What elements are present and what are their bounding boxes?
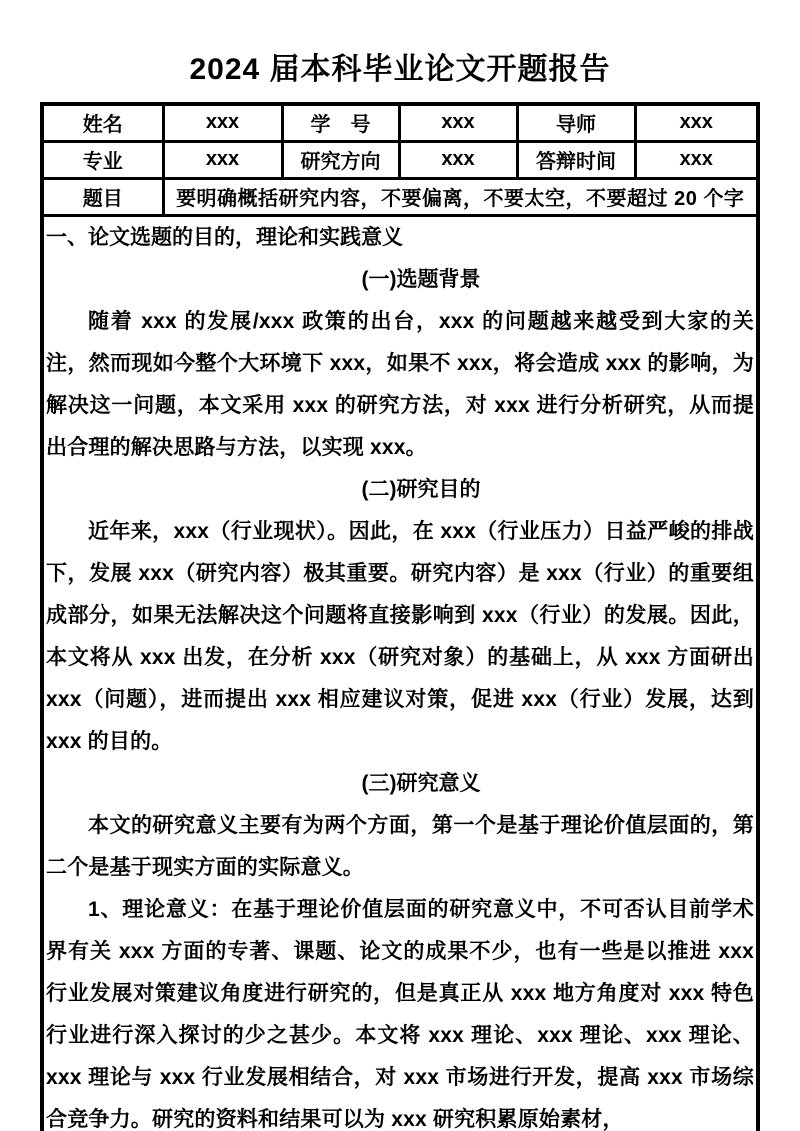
- info-row-2: [42, 141, 758, 178]
- major-value: xxx: [163, 141, 282, 178]
- defense-time-value: xxx: [635, 141, 758, 178]
- name-label: 姓名: [42, 104, 163, 141]
- significance-paragraph-1: 本文的研究意义主要有为两个方面，第一个是基于理论价值层面的，第二个是基于现实方面的实际意义。: [46, 813, 754, 879]
- advisor-label: 导师: [517, 104, 635, 141]
- subsection-2-heading: (二)研究目的: [361, 477, 481, 501]
- advisor-value: xxx: [635, 104, 758, 141]
- info-table: [40, 102, 760, 1131]
- name-value: xxx: [163, 104, 282, 141]
- topic-label: 题目: [42, 178, 163, 215]
- body-content-cell: [42, 215, 758, 1131]
- subsection-3-heading: (三)研究意义: [361, 771, 481, 795]
- student-id-value: xxx: [399, 104, 517, 141]
- topic-row: [42, 178, 758, 215]
- purpose-paragraph: 近年来，xxx（行业现状）。因此，在 xxx（行业压力）日益严峻的排战下，发展 xxx（研究内容）极其重要。研究内容）是 xxx（行业）的重要组成部分，如果无法解决这个问题将直接影响到 xxx（行业）的发展。因此，本文将从 xxx 出发，在分析 xxx（研究对象）的基础上，从 xxx 方面研出 xxx（问题），进而提出 xxx 相应建议对策，促进 xxx（行业）发展，达到 xxx 的目的。: [46, 519, 754, 753]
- significance-paragraph-2: 1、理论意义：在基于理论价值层面的研究意义中，不可否认目前学术界有关 xxx 方面的专著、课题、论文的成果不少，也有一些是以推进 xxx 行业发展对策建议角度进行研究的，但是真正从 xxx 地方角度对 xxx 特色行业进行深入探讨的少之甚少。本文将 xxx 理论、xxx 理论、xxx 理论、xxx 理论与 xxx 行业发展相结合，对 xxx 市场进行开发，提高 xxx 市场综合竞争力。研究的资料和结果可以为 xxx 研究积累原始素材，: [46, 897, 754, 1131]
- student-id-label: 学 号: [282, 104, 399, 141]
- info-row-1: [42, 104, 758, 141]
- research-dir-label: 研究方向: [282, 141, 399, 178]
- page-title: 2024 届本科毕业论文开题报告: [189, 53, 611, 86]
- background-paragraph: 随着 xxx 的发展/xxx 政策的出台，xxx 的问题越来越受到大家的关注，然而现如今整个大环境下 xxx，如果不 xxx，将会造成 xxx 的影响，为解决这一问题，本文采用 xxx 的研究方法，对 xxx 进行分析研究，从而提出合理的解决思路与方法，以实现 xxx。: [46, 309, 754, 459]
- defense-time-label: 答辩时间: [517, 141, 635, 178]
- subsection-1-heading: (一)选题背景: [361, 267, 481, 291]
- topic-requirement-text: 要明确概括研究内容，不要偏离，不要太空，不要超过 20 个字: [163, 178, 758, 215]
- section-1-heading: 一、论文选题的目的，理论和实践意义: [46, 225, 403, 249]
- research-dir-value: xxx: [399, 141, 517, 178]
- body-row: [42, 215, 758, 1131]
- major-label: 专业: [42, 141, 163, 178]
